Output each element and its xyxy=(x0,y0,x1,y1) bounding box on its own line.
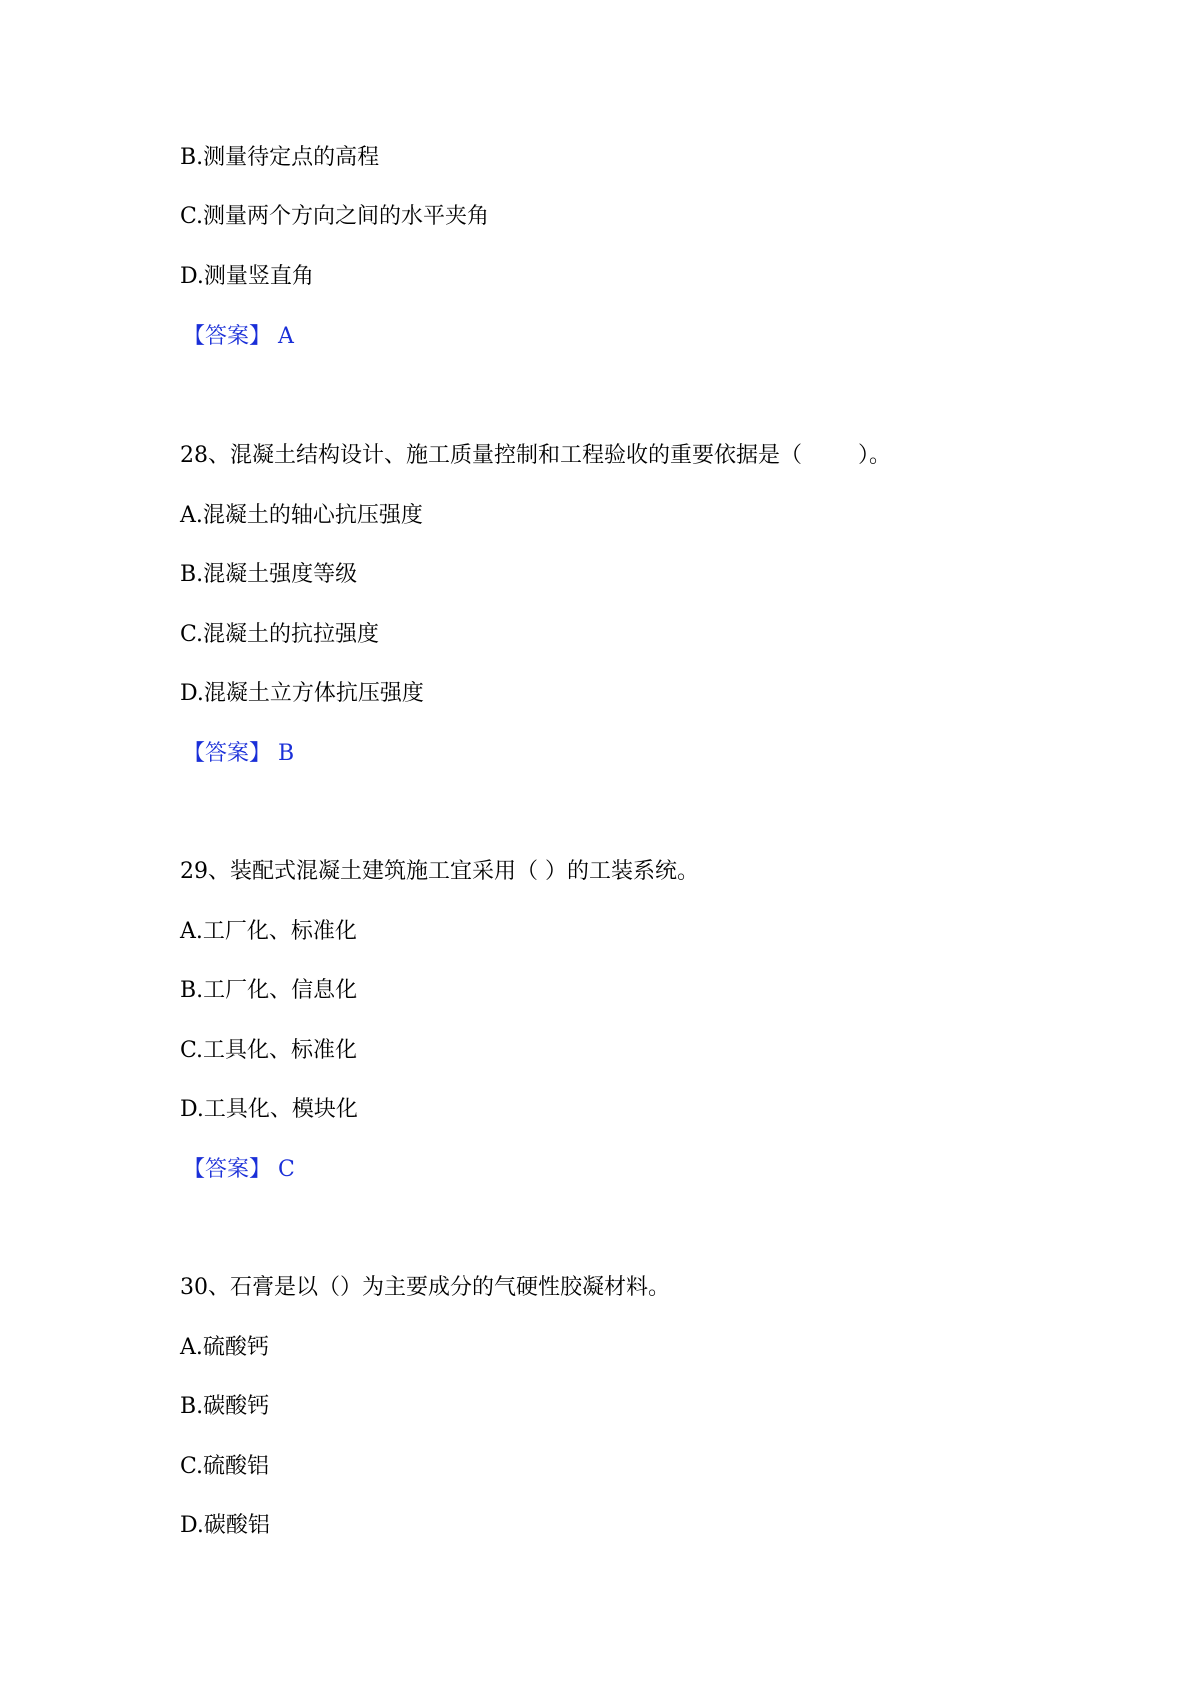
option-d: D.混凝土立方体抗压强度 xyxy=(180,681,424,706)
option-c: C.工具化、标准化 xyxy=(180,1038,358,1063)
question-text: 30、石膏是以（）为主要成分的气硬性胶凝材料。 xyxy=(180,1275,670,1300)
option-a: A.硫酸钙 xyxy=(180,1335,269,1360)
option-a: A.混凝土的轴心抗压强度 xyxy=(180,503,423,528)
option-c: C.测量两个方向之间的水平夹角 xyxy=(180,204,490,229)
option-c: C.混凝土的抗拉强度 xyxy=(180,622,380,647)
option-d: D.碳酸铝 xyxy=(180,1513,270,1538)
option-a: A.工厂化、标准化 xyxy=(180,919,357,944)
answer-label: 【答案】 A xyxy=(183,324,294,349)
option-d: D.测量竖直角 xyxy=(180,264,314,289)
option-b: B.碳酸钙 xyxy=(180,1394,270,1419)
answer-label: 【答案】 B xyxy=(183,741,295,766)
option-b: B.工厂化、信息化 xyxy=(180,978,358,1003)
question-text: 29、装配式混凝土建筑施工宜采用（ ）的工装系统。 xyxy=(180,859,699,884)
option-d: D.工具化、模块化 xyxy=(180,1097,358,1122)
answer-label: 【答案】 C xyxy=(183,1157,295,1182)
question-text: 28、混凝土结构设计、施工质量控制和工程验收的重要依据是（ ）。 xyxy=(180,443,891,468)
option-c: C.硫酸铝 xyxy=(180,1454,270,1479)
option-b: B.测量待定点的高程 xyxy=(180,145,380,170)
option-b: B.混凝土强度等级 xyxy=(180,562,358,587)
